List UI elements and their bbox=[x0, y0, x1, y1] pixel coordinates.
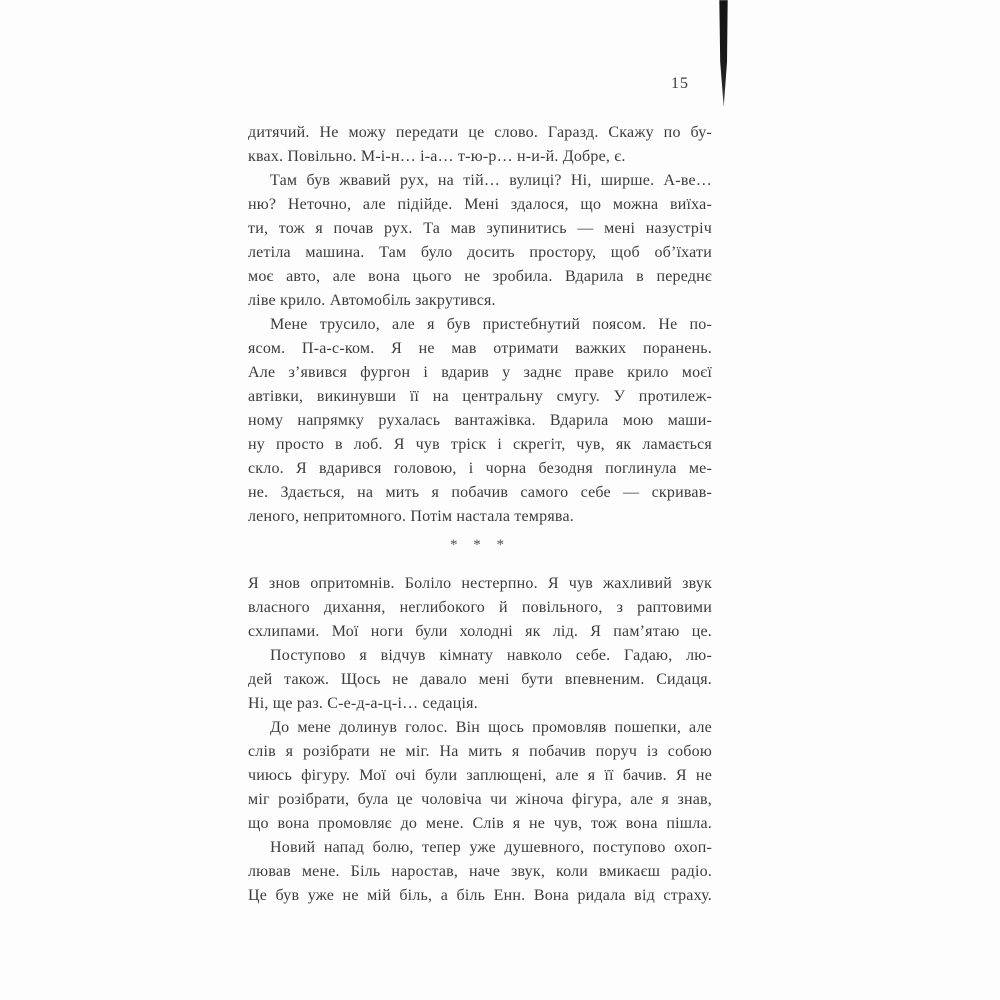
text-line: ліве крило. Автомобіль закрутився. bbox=[248, 292, 496, 309]
paragraph bbox=[248, 836, 712, 908]
text-line: Ні, ще раз. С-е-д-а-ц-і… седація. bbox=[248, 695, 478, 712]
text-line: скло. Я вдарився головою, і чорна безодня поглинула ме- bbox=[248, 460, 712, 477]
text-line: лював мене. Біль наростав, наче звук, коли вмикаєш радіо. bbox=[248, 863, 712, 880]
text-line: Поступово я відчув кімнату навколо себе. Гадаю, лю- bbox=[270, 647, 712, 664]
text-line: леного, непритомного. Потім настала темрява. bbox=[248, 508, 574, 525]
text-line: ти, тож я почав рух. Та мав зупинитись — мені назустріч bbox=[248, 220, 712, 237]
text-line: До мене долинув голос. Він щось промовляв пошепки, але bbox=[270, 719, 712, 736]
text-line: автівки, викинувши її на центральну смугу. У протилеж- bbox=[248, 388, 712, 405]
text-line: Новий напад болю, тепер уже душевного, поступово охоп- bbox=[270, 839, 712, 856]
text-line: Але з’явився фургон і вдарив у заднє праве крило моєї bbox=[248, 364, 712, 381]
text-line: ному напрямку рухалась вантажівка. Вдарила мою маши- bbox=[248, 412, 712, 429]
text-line: схлипами. Мої ноги були холодні як лід. Я пам’ятаю це. bbox=[248, 623, 712, 640]
paragraph bbox=[248, 121, 712, 169]
text-line: моє авто, але вона цього не зробила. Вдарила в переднє bbox=[248, 268, 712, 285]
paragraph bbox=[248, 644, 712, 716]
text-line: квах. Повільно. М-і-н… і-а… т-ю-р… н-и-й. Добре, є. bbox=[248, 148, 626, 165]
paragraph bbox=[248, 313, 712, 529]
paragraph bbox=[248, 572, 712, 644]
text-line: Це був уже не мій біль, а біль Енн. Вона ридала від страху. bbox=[248, 887, 712, 904]
paragraph bbox=[248, 716, 712, 836]
text-line: міг розібрати, була це чоловіча чи жіноча фігура, але я знав, bbox=[248, 791, 712, 808]
text-line: власного дихання, неглибокого й повільного, з раптовими bbox=[248, 599, 712, 616]
text-line: летіла машина. Там було досить простору, щоб об’їхати bbox=[248, 244, 712, 261]
text-line: ясом. П-а-с-ком. Я не мав отримати важких поранень. bbox=[248, 340, 712, 357]
text-line: дей також. Щось не давало мені бути впевненим. Сидаця. bbox=[248, 671, 712, 688]
text-line: чиюсь фігуру. Мої очі були заплющені, але я її бачив. Я не bbox=[248, 767, 712, 784]
text-line: слів я розібрати не міг. На мить я побачив поруч із собою bbox=[248, 743, 712, 760]
text-line: Там був жвавий рух, на тій… вулиці? Ні, ширше. А-ве… bbox=[270, 172, 712, 189]
text-line: що вона промовляє до мене. Слів я не чув, тож вона пішла. bbox=[248, 815, 712, 832]
text-line: ну просто в лоб. Я чув тріск і скрегіт, чув, як ламається bbox=[248, 436, 712, 453]
text-line: Мене трусило, але я був пристебнутий поясом. Не по- bbox=[270, 316, 712, 333]
text-line: дитячий. Не можу передати це слово. Гаразд. Скажу по бу- bbox=[248, 124, 712, 141]
text-line: не. Здається, на мить я побачив самого себе — скривав- bbox=[248, 484, 712, 501]
section-break-divider: * * * bbox=[450, 537, 510, 553]
page-number: 15 bbox=[671, 75, 689, 92]
text-line: ню? Неточно, але підійде. Мені здалося, що можна виїха- bbox=[248, 196, 712, 213]
text-line: Я знов опритомнів. Боліло нестерпно. Я чув жахливий звук bbox=[248, 575, 712, 592]
scan-edge-artifact bbox=[718, 0, 729, 107]
paragraph bbox=[248, 169, 712, 313]
page-text bbox=[248, 121, 712, 908]
